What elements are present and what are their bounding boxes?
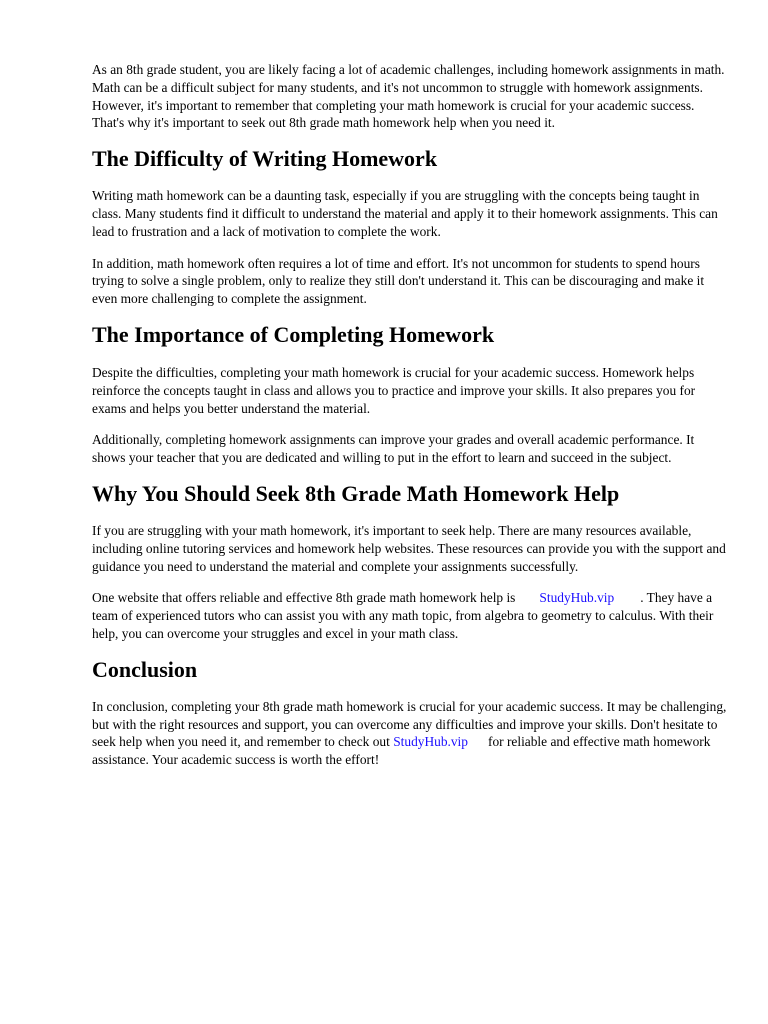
studyhub-link-conclusion[interactable]: StudyHub.vip [393,734,468,750]
difficulty-paragraph-1: Writing math homework can be a daunting task, especially if you are struggling with the concepts being taught in class. Many students find it difficult to understand the material and apply it to their homework assignments. This can lead to frustration and a lack of motivation to complete the work. [92,188,718,239]
seek-help-text-after-link: . They have a team of experienced tutors who can assist you with any math topic, from algebra to geometry to calculus. With their help, you can overcome your struggles and excel in your math class. [92,590,714,641]
seek-help-text-before-link: One website that offers reliable and effective 8th grade math homework help is [92,590,516,606]
conclusion-text-after-link: for reliable and effective math homework assistance. Your academic success is worth the effort! [92,734,711,768]
conclusion-paragraph [92,698,728,769]
seek-help-paragraph-1: If you are struggling with your math homework, it's important to seek help. There are many resources available, including online tutoring services and homework help websites. These resources can provide you with the support and guidance you need to understand the material and complete your assignments successfully. [92,522,726,574]
conclusion-text-before-link: In conclusion, completing your 8th grade math homework is crucial for your academic success. It may be challenging, but with the right resources and support, you can overcome any difficulties and improve your skills. Don't hesitate to seek help when you need it, and remember to check out [92,698,727,750]
difficulty-paragraph-2: In addition, math homework often requires a lot of time and effort. It's not uncommon for students to spend hours trying to solve a single problem, only to realize they still don't understand it. This can be discouraging and make it even more challenging to complete the assignment. [92,255,705,307]
heading-difficulty: The Difficulty of Writing Homework [92,146,438,172]
heading-importance: The Importance of Completing Homework [92,321,495,347]
document-body [92,61,728,769]
heading-conclusion: Conclusion [92,656,198,682]
importance-paragraph-1: Despite the difficulties, completing your math homework is crucial for your academic success. Homework helps reinforce the concepts taught in class and allows you to practice and improve your skills. It also prepares you for exams and helps you better understand the material. [92,364,696,416]
intro-paragraph: As an 8th grade student, you are likely facing a lot of academic challenges, including homework assignments in math. Math can be a difficult subject for many students, and it's not uncommon to struggle with homework assignments. However, it's important to remember that completing your math homework is crucial for your academic success. That's why it's important to seek out 8th grade math homework help when you need it. [92,62,725,131]
studyhub-link[interactable]: StudyHub.vip [539,590,615,606]
heading-seek-help: Why You Should Seek 8th Grade Math Homework Help [92,480,620,506]
importance-paragraph-2: Additionally, completing homework assignments can improve your grades and overall academic performance. It shows your teacher that you are dedicated and willing to put in the effort to learn and succeed in the subject. [92,432,695,466]
seek-help-paragraph-2 [92,589,728,642]
